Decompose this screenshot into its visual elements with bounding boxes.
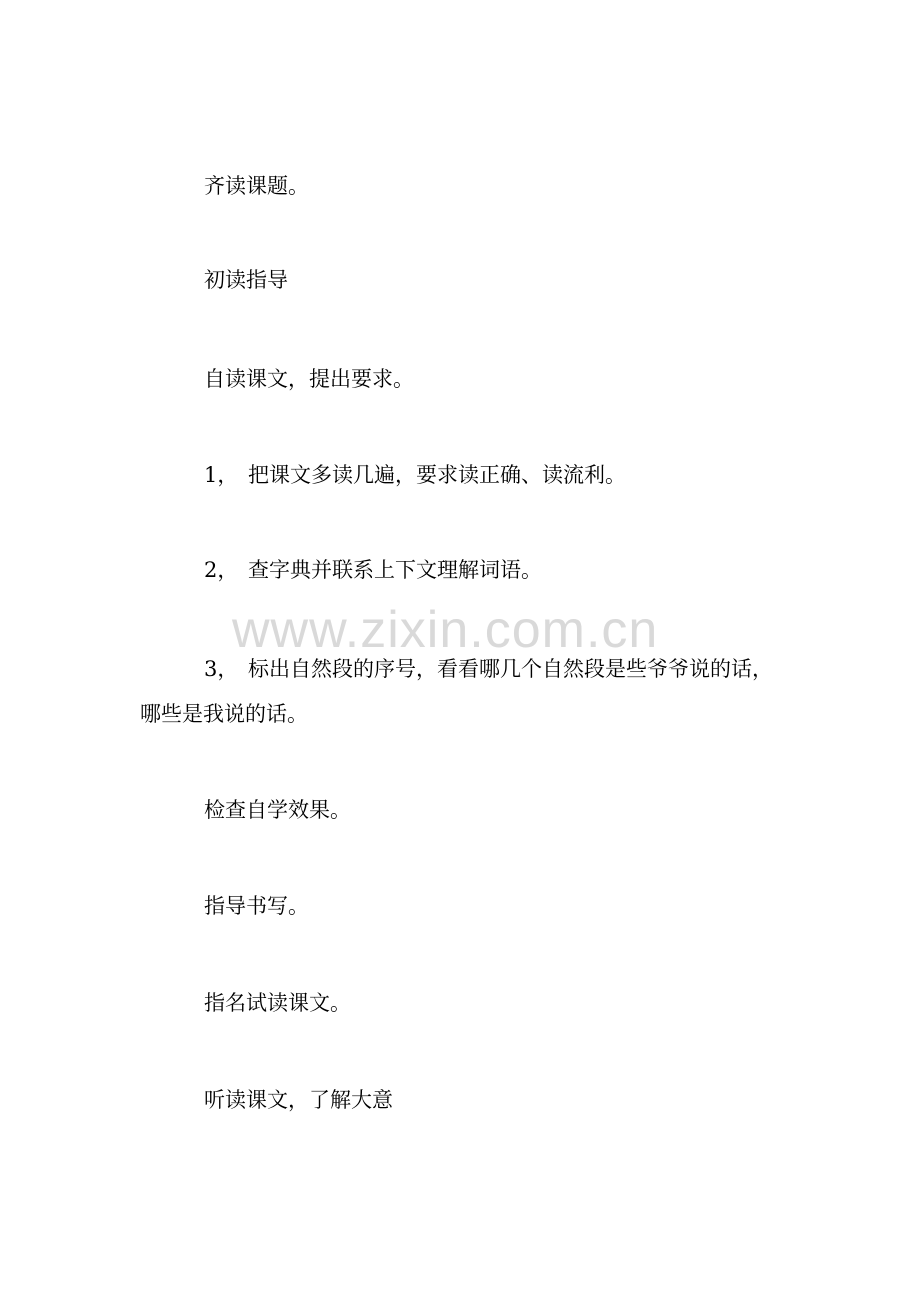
paragraph-read-title: 齐读课题。	[204, 174, 309, 198]
requirement-1-text: 把课文多读几遍，要求读正确、读流利。	[248, 463, 626, 487]
requirement-3-continuation	[140, 692, 308, 737]
paragraph-initial-reading-guide: 初读指导	[204, 268, 288, 292]
requirement-2-number: 2，	[204, 558, 239, 582]
paragraph-trial-reading: 指名试读课文。	[204, 991, 351, 1015]
requirement-1-number: 1，	[204, 463, 239, 487]
requirement-2	[204, 548, 542, 593]
requirement-3-text-line2: 哪些是我说的话。	[140, 702, 308, 726]
paragraph-self-reading: 自读课文，提出要求。	[204, 367, 414, 391]
paragraph-writing-guide: 指导书写。	[204, 894, 309, 918]
paragraph-listen-reading: 听读课文，了解大意	[204, 1088, 393, 1112]
requirement-3-number: 3，	[204, 657, 239, 681]
watermark: www.zixin.com.cn	[232, 601, 659, 659]
requirement-3-text-line1: 标出自然段的序号，看看哪几个自然段是些爷爷说的话，	[248, 657, 773, 681]
requirement-2-text: 查字典并联系上下文理解词语。	[248, 558, 542, 582]
paragraph-check-results: 检查自学效果。	[204, 798, 351, 822]
requirement-1	[204, 453, 626, 498]
requirement-3	[204, 647, 773, 692]
